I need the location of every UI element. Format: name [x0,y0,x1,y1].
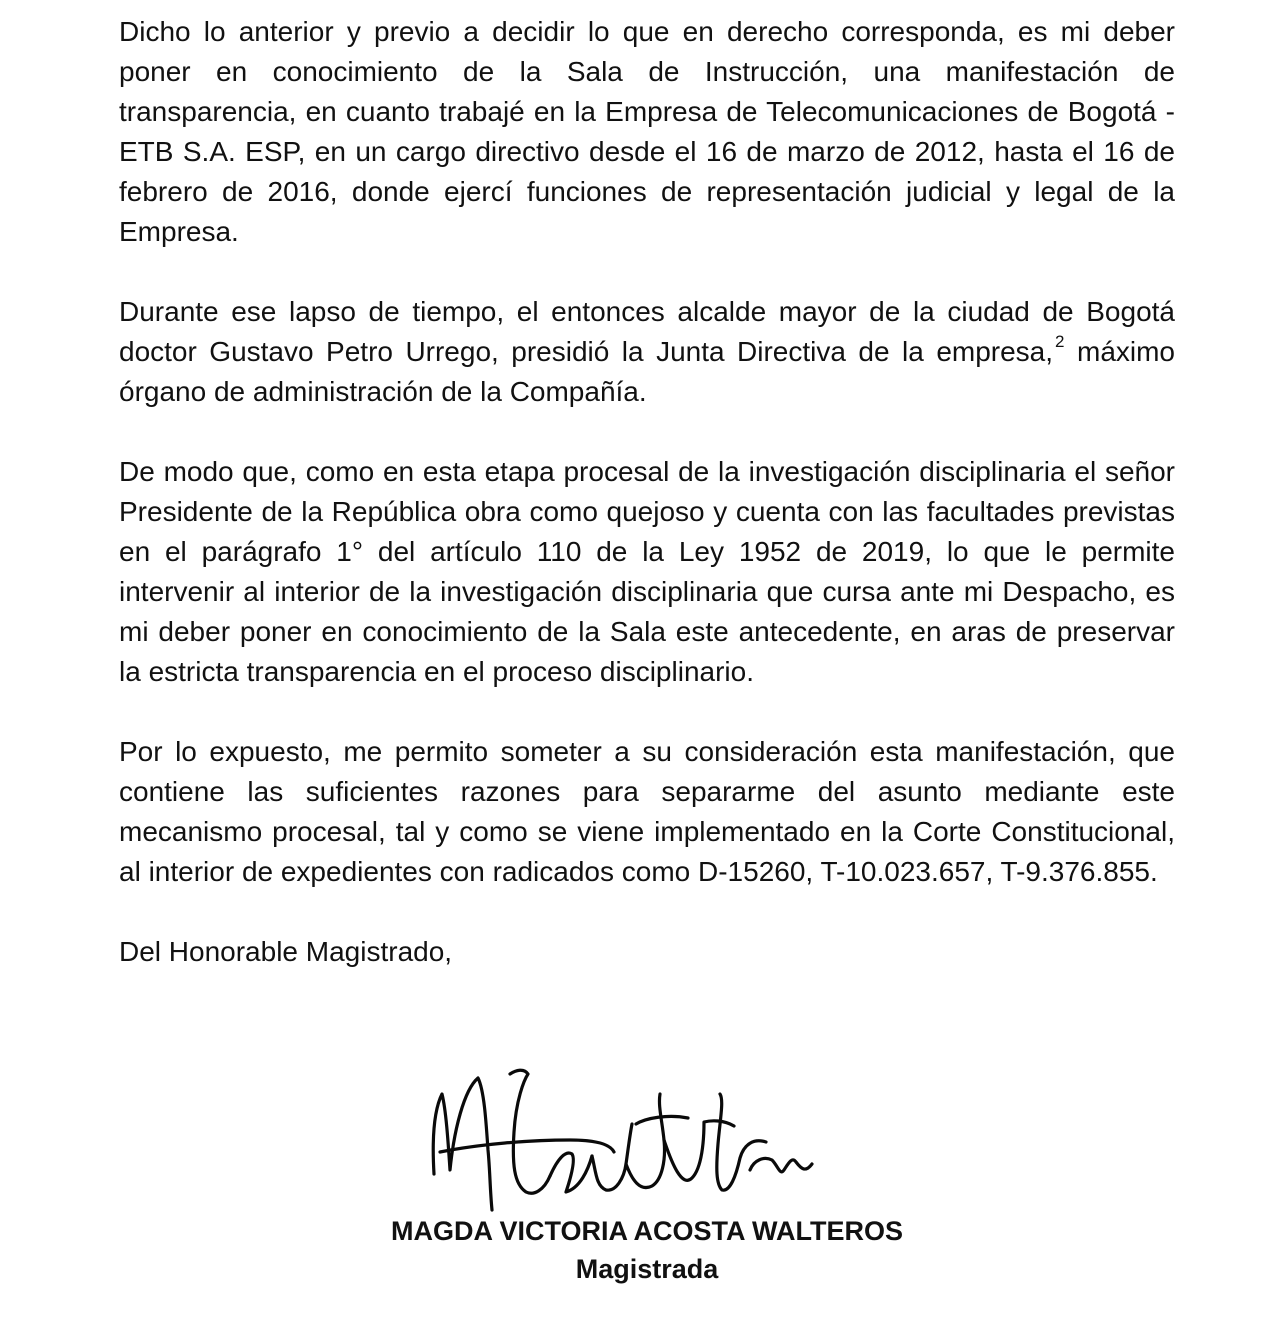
paragraph-procedural-stage: De modo que, como en esta etapa procesal de la investigación disciplinaria el señor Presidente de la República obra como quejoso y cuenta con las facultades previstas en el parágrafo 1° del artículo 110 de la Ley 1952 de 2019, lo que le permite intervenir al interior de la investigación disciplinaria que cursa ante mi Despacho, es mi deber poner en conocimiento de la Sala este antecedente, en aras de preservar la estricta transparencia en el proceso disciplinario. [119,456,1175,687]
document-body [119,12,1175,972]
paragraph-transparency-statement: Dicho lo anterior y previo a decidir lo que en derecho corresponda, es mi deber poner en conocimiento de la Sala de Instrucción, una manifestación de transparencia, en cuanto trabajé en la Empresa de Telecomunicaciones de Bogotá - ETB S.A. ESP, en un cargo directivo desde el 16 de marzo de 2012, hasta el 16 de febrero de 2016, donde ejercí funciones de representación judicial y legal de la Empresa. [119,16,1175,247]
closing-salutation: Del Honorable Magistrado, [119,936,453,967]
footnote-reference[interactable]: 2 [1055,332,1065,351]
signer-title: Magistrada [575,1254,719,1284]
paragraph-board-of-directors [119,292,1175,412]
paragraph-board-text-after: máximo órgano de administración de la Compañía. [119,336,1176,407]
paragraph-board-text: Durante ese lapso de tiempo, el entonces alcalde mayor de la ciudad de Bogotá doctor Gustavo Petro Urrego, presidió la Junta Directiva de la empresa, [119,296,1175,367]
signer-name: MAGDA VICTORIA ACOSTA WALTEROS [391,1216,903,1246]
paragraph-conclusion: Por lo expuesto, me permito someter a su consideración esta manifestación, que contiene las suficientes razones para separarme del asunto mediante este mecanismo procesal, tal y como se viene implementado en la Corte Constitucional, al interior de expedientes con radicados como D-15260, T-10.023.657, T-9.376.855. [119,736,1175,887]
handwritten-signature [420,1060,840,1230]
signature-block [0,1212,1284,1288]
